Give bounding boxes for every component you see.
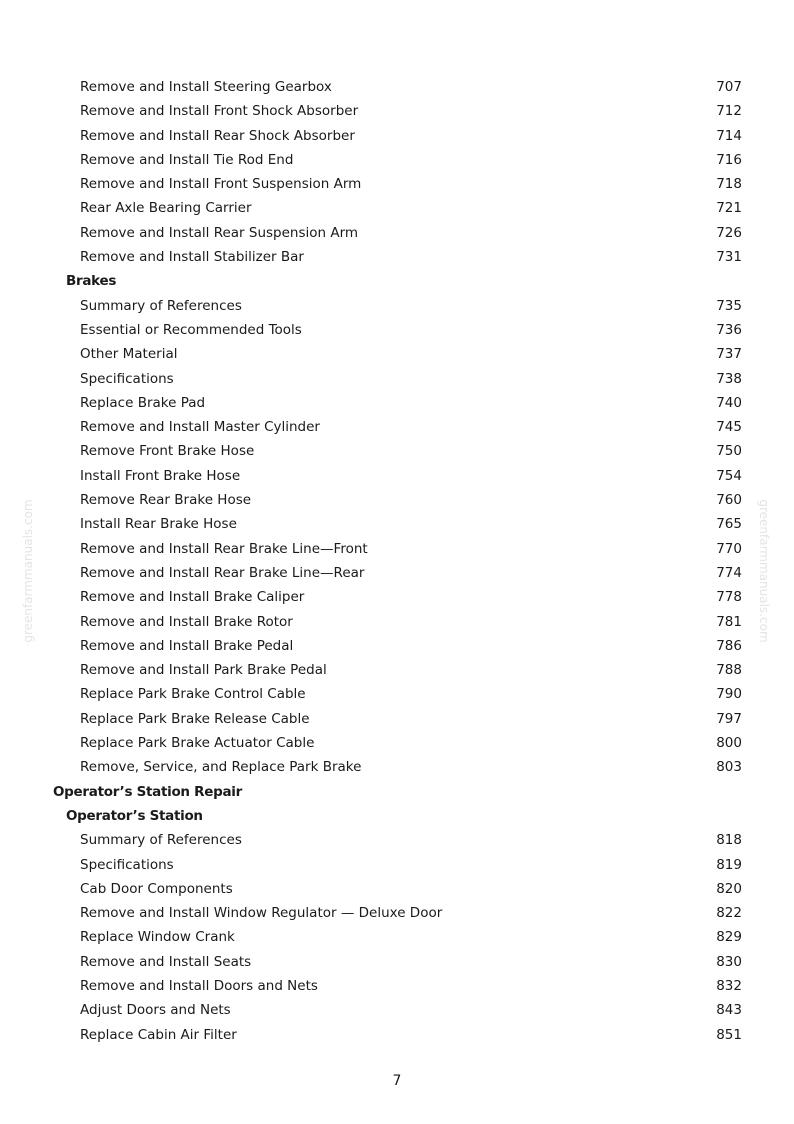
toc-entry[interactable] [0, 148, 794, 172]
toc-entry-title: Brakes [66, 273, 117, 290]
toc-entry-page-number: 774 [716, 564, 742, 581]
toc-entry-title: Remove and Install Brake Pedal [80, 637, 294, 654]
toc-entry-page-number: 740 [716, 394, 742, 411]
toc-entry-page-number: 851 [716, 1026, 742, 1043]
toc-entry-title: Remove and Install Seats [80, 953, 252, 970]
toc-entry-page-number: 800 [716, 735, 742, 752]
toc-entry[interactable] [0, 853, 794, 877]
toc-entry[interactable] [0, 974, 794, 998]
toc-entry[interactable] [0, 755, 794, 779]
toc-entry-title: Replace Park Brake Release Cable [80, 710, 310, 727]
toc-entry[interactable] [0, 731, 794, 755]
toc-entry[interactable] [0, 585, 794, 609]
toc-entry-page-number: 735 [716, 297, 742, 314]
toc-entry[interactable] [0, 512, 794, 536]
toc-entry[interactable] [0, 877, 794, 901]
watermark-right: greenfarmmanuals.com [757, 499, 771, 643]
toc-entry-page-number: 832 [716, 977, 742, 994]
toc-entry-title: Essential or Recommended Tools [80, 321, 302, 338]
toc-entry-title: Remove and Install Brake Rotor [80, 613, 293, 630]
toc-entry-page-number: 750 [716, 443, 742, 460]
toc-entry-title: Remove Rear Brake Hose [80, 492, 252, 509]
toc-entry-title: Specifications [80, 370, 174, 387]
toc-entry-page-number: 738 [716, 370, 742, 387]
toc-entry-title: Replace Brake Pad [80, 394, 206, 411]
toc-entry-page-number: 731 [716, 249, 742, 266]
toc-entry[interactable] [0, 245, 794, 269]
toc-entry-title: Cab Door Components [80, 880, 233, 897]
toc-entry[interactable] [0, 318, 794, 342]
toc-entry-title: Replace Cabin Air Filter [80, 1026, 237, 1043]
toc-entry-title: Remove and Install Master Cylinder [80, 419, 320, 436]
watermark-left: greenfarmmanuals.com [21, 499, 35, 643]
toc-entry[interactable] [0, 464, 794, 488]
toc-entry-title: Summary of References [80, 297, 242, 314]
toc-entry[interactable] [0, 415, 794, 439]
toc-entry[interactable] [0, 561, 794, 585]
toc-entry[interactable] [0, 294, 794, 318]
page-number: 7 [392, 1073, 402, 1089]
toc-entry-title: Remove and Install Window Regulator — Deluxe Door [80, 905, 443, 922]
toc-entry-title: Remove and Install Doors and Nets [80, 977, 318, 994]
table-of-contents [0, 75, 794, 1047]
toc-entry[interactable] [0, 124, 794, 148]
toc-entry-title: Remove and Install Brake Caliper [80, 589, 305, 606]
toc-entry[interactable] [0, 707, 794, 731]
toc-entry-page-number: 707 [716, 79, 742, 95]
toc-entry-title: Rear Axle Bearing Carrier [80, 200, 252, 217]
toc-entry-page-number: 830 [716, 953, 742, 970]
toc-entry[interactable] [0, 439, 794, 463]
toc-entry-title: Remove Front Brake Hose [80, 443, 255, 460]
toc-entry-title: Remove, Service, and Replace Park Brake [80, 759, 362, 776]
toc-entry-page-number: 765 [716, 516, 742, 533]
toc-entry-title: Install Rear Brake Hose [80, 516, 237, 533]
toc-entry-page-number: 716 [716, 151, 742, 168]
toc-entry-title: Other Material [80, 346, 178, 363]
toc-entry[interactable] [0, 172, 794, 196]
toc-entry-title: Remove and Install Park Brake Pedal [80, 662, 327, 679]
toc-entry-page-number: 760 [716, 492, 742, 509]
toc-entry[interactable] [0, 221, 794, 245]
toc-entry-title: Remove and Install Rear Brake Line—Rear [80, 564, 365, 581]
toc-entry-title: Remove and Install Steering Gearbox [80, 79, 332, 95]
toc-entry-title: Operator’s Station [66, 807, 203, 824]
toc-entry[interactable] [0, 658, 794, 682]
toc-entry-page-number: 818 [716, 832, 742, 849]
toc-entry[interactable] [0, 1023, 794, 1047]
toc-entry-page-number: 718 [716, 176, 742, 193]
toc-entry-page-number: 786 [716, 637, 742, 654]
toc-section-heading [0, 780, 794, 804]
toc-entry[interactable] [0, 75, 794, 99]
toc-entry-title: Specifications [80, 856, 174, 873]
toc-entry-page-number: 737 [716, 346, 742, 363]
toc-subsection-heading [0, 804, 794, 828]
toc-entry-page-number: 726 [716, 224, 742, 241]
toc-entry-title: Remove and Install Stabilizer Bar [80, 249, 304, 266]
toc-entry[interactable] [0, 998, 794, 1022]
toc-entry-title: Replace Park Brake Actuator Cable [80, 735, 315, 752]
toc-entry-page-number: 712 [716, 103, 742, 120]
toc-entry[interactable] [0, 901, 794, 925]
toc-entry[interactable] [0, 196, 794, 220]
toc-subsection-heading [0, 269, 794, 293]
toc-entry-title: Replace Window Crank [80, 929, 235, 946]
toc-entry-page-number: 829 [716, 929, 742, 946]
toc-entry[interactable] [0, 682, 794, 706]
toc-entry[interactable] [0, 537, 794, 561]
toc-entry-page-number: 781 [716, 613, 742, 630]
toc-entry[interactable] [0, 610, 794, 634]
toc-entry-page-number: 822 [716, 905, 742, 922]
toc-entry-page-number: 745 [716, 419, 742, 436]
toc-entry[interactable] [0, 634, 794, 658]
toc-entry-page-number: 778 [716, 589, 742, 606]
toc-entry-page-number: 788 [716, 662, 742, 679]
toc-entry[interactable] [0, 828, 794, 852]
toc-entry-title: Remove and Install Front Shock Absorber [80, 103, 359, 120]
toc-entry-page-number: 754 [716, 467, 742, 484]
toc-entry-page-number: 820 [716, 880, 742, 897]
toc-entry-page-number: 736 [716, 321, 742, 338]
toc-entry[interactable] [0, 950, 794, 974]
toc-entry-title: Remove and Install Rear Brake Line—Front [80, 540, 368, 557]
toc-entry-title: Remove and Install Rear Suspension Arm [80, 224, 359, 241]
toc-entry-page-number: 790 [716, 686, 742, 703]
toc-entry-page-number: 803 [716, 759, 742, 776]
toc-entry[interactable] [0, 488, 794, 512]
toc-entry-title: Adjust Doors and Nets [80, 1002, 231, 1019]
toc-entry[interactable] [0, 925, 794, 949]
toc-entry-title: Replace Park Brake Control Cable [80, 686, 306, 703]
toc-entry[interactable] [0, 342, 794, 366]
toc-entry-title: Remove and Install Tie Rod End [80, 151, 294, 168]
toc-entry-title: Summary of References [80, 832, 242, 849]
toc-entry-title: Remove and Install Rear Shock Absorber [80, 127, 355, 144]
toc-entry[interactable] [0, 391, 794, 415]
toc-entry[interactable] [0, 99, 794, 123]
toc-entry-title: Operator’s Station Repair [53, 783, 242, 800]
toc-entry-page-number: 770 [716, 540, 742, 557]
toc-entry-page-number: 797 [716, 710, 742, 727]
toc-entry-page-number: 819 [716, 856, 742, 873]
toc-entry-title: Install Front Brake Hose [80, 467, 241, 484]
toc-entry[interactable] [0, 367, 794, 391]
toc-entry-page-number: 714 [716, 127, 742, 144]
toc-entry-page-number: 843 [716, 1002, 742, 1019]
toc-entry-title: Remove and Install Front Suspension Arm [80, 176, 362, 193]
toc-entry-page-number: 721 [716, 200, 742, 217]
